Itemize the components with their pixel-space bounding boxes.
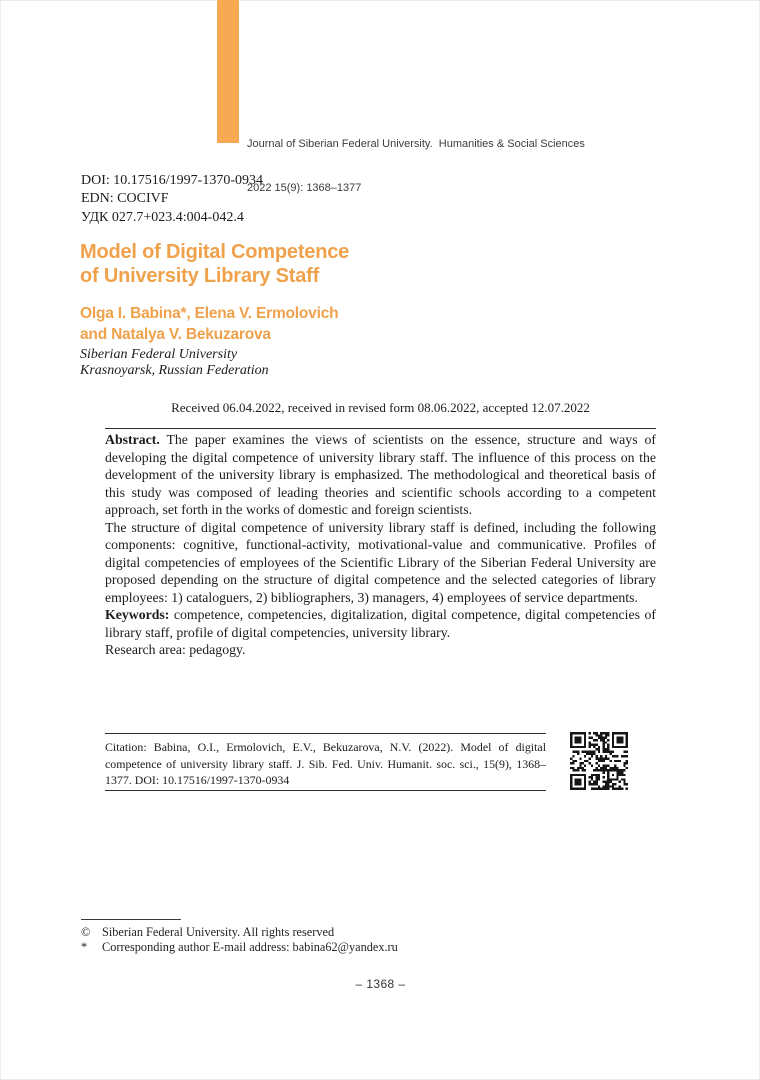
journal-brand-bar [217, 0, 239, 143]
affiliation-city: Krasnoyarsk, Russian Federation [80, 362, 269, 378]
author-list [80, 304, 338, 345]
research-area-line: Research area: pedagogy. [105, 642, 246, 657]
copyright-icon: © [81, 925, 91, 939]
journal-issue-info: 2022 15(9): 1368–1377 [247, 181, 362, 194]
article-title-line2: of University Library Staff [80, 264, 320, 287]
affiliation-university: Siberian Federal University [80, 347, 238, 362]
abstract-paragraph-2: The structure of digital competence of university library staff is defined, including the following components: cognitive, functional-activity, motivational-value and communicative. Profiles of digital competencies of employees of the Scientific Library of the Siberian Federal University are proposed depending on the structure of digital competence and the selected categories of library employees: 1) cataloguers, 2) bibliographers, 3) managers, 4) employees of service departments. [105, 519, 656, 605]
corresponding-author-text: Corresponding author E-mail address: babina62@yandex.ru [102, 940, 398, 955]
abstract-top-rule [105, 428, 656, 429]
journal-name: Journal of Siberian Federal University. Humanities & Social Sciences [247, 138, 585, 150]
keywords-label: Keywords: [105, 607, 170, 622]
abstract-paragraph-1 [105, 431, 656, 519]
copyright-footnote [81, 925, 398, 940]
journal-header [247, 108, 585, 224]
abstract-section [105, 431, 656, 659]
author-line2: and Natalya V. Bekuzarova [80, 325, 271, 343]
abstract-label: Abstract. [105, 432, 160, 447]
keywords-paragraph [105, 606, 656, 641]
edn-line: EDN: COCIVF [81, 191, 169, 207]
article-title [80, 241, 349, 288]
author-line1: Olga I. Babina*, Elena V. Ermolovich [80, 305, 339, 322]
doi-line: DOI: 10.17516/1997-1370-0934 [81, 173, 263, 188]
udk-line: УДК 027.7+023.4:004-042.4 [81, 209, 244, 225]
corresponding-author-footnote [81, 940, 398, 955]
received-dates-line: Received 06.04.2022, received in revised form 08.06.2022, accepted 12.07.2022 [171, 400, 590, 415]
article-title-line1: Model of Digital Competence [80, 241, 350, 263]
affiliation [80, 347, 269, 378]
abstract-text-1: The paper examines the views of scientists on the essence, structure and ways of developing the digital competence of university library staff. The influence of this process on the development of the university library is emphasized. The methodological and theoretical basis of this study was composed of leading theories and scientific schools according to a competent approach, set forth in the works of domestic and foreign scientists. [105, 432, 656, 517]
article-identifiers [81, 172, 263, 227]
citation-block [105, 733, 546, 791]
citation-text: Citation: Babina, O.I., Ermolovich, E.V., Bekuzarova, N.V. (2022). Model of digital competence of university library staff. J. Sib. Fed. Univ. Humanit. soc. sci., 15(9), 1368–1377. DOI: 10.17516/1997-1370-0934 [105, 740, 546, 788]
footnotes [81, 925, 398, 956]
page-number: – 1368 – [355, 977, 406, 991]
copyright-text: Siberian Federal University. All rights reserved [102, 925, 335, 939]
asterisk-marker: * [81, 940, 88, 955]
keywords-text: competence, competencies, digitalization, digital competence, digital competencies of library staff, profile of digital competencies, university library. [105, 607, 656, 640]
qr-code [570, 732, 628, 790]
footnote-rule [81, 919, 181, 920]
